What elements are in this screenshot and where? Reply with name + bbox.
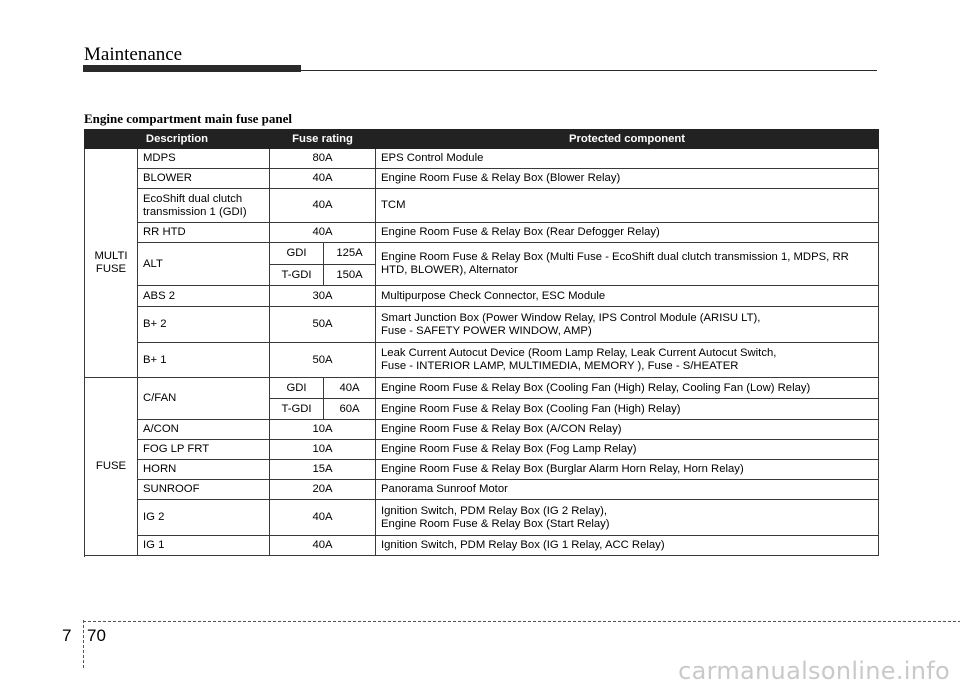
row-rating: 125A [324,243,376,265]
row-description: MDPS [138,149,270,169]
row-rating: 40A [270,500,376,536]
category-multi-fuse: MULTI FUSE [85,149,138,378]
row-rating: 40A [270,189,376,223]
table-row [85,460,879,480]
footer-rule [83,621,960,622]
row-rating: 60A [324,399,376,420]
row-description: HORN [138,460,270,480]
row-component: TCM [376,189,879,223]
row-rating: 20A [270,480,376,500]
row-rating: 40A [270,536,376,556]
column-header-fuse-rating: Fuse rating [270,130,376,149]
chapter-number: 7 [62,626,72,645]
row-component [376,500,879,536]
row-rating: 10A [270,420,376,440]
row-component: Multipurpose Check Connector, ESC Module [376,286,879,307]
table-row [85,500,879,536]
table-row [85,378,879,399]
fuse-table [84,129,879,556]
row-component [376,307,879,343]
page-number: 70 [87,626,106,645]
table-row [85,223,879,243]
watermark-text: carmanualsonline.info [678,657,950,685]
row-component: Ignition Switch, PDM Relay Box (IG 1 Relay, ACC Relay) [376,536,879,556]
component-line: Ignition Switch, PDM Relay Box (IG 2 Relay), [381,504,608,517]
table-row [85,480,879,500]
table-row [85,440,879,460]
row-rating: 30A [270,286,376,307]
row-component: Engine Room Fuse & Relay Box (Burglar Alarm Horn Relay, Horn Relay) [376,460,879,480]
row-description: RR HTD [138,223,270,243]
row-description: B+ 1 [138,343,270,378]
row-rating: 50A [270,307,376,343]
component-line: Fuse - INTERIOR LAMP, MULTIMEDIA, MEMORY ), Fuse - S/HEATER [381,360,739,372]
row-description: ABS 2 [138,286,270,307]
table-row [85,169,879,189]
row-rating: 50A [270,343,376,378]
table-row [85,189,879,223]
row-rating: 10A [270,440,376,460]
section-heading: Engine compartment main fuse panel [84,111,292,126]
row-component: Engine Room Fuse & Relay Box (Cooling Fan (High) Relay) [376,399,879,420]
row-component: Engine Room Fuse & Relay Box (Blower Relay) [376,169,879,189]
row-component: Engine Room Fuse & Relay Box (Cooling Fan (High) Relay, Cooling Fan (Low) Relay) [376,378,879,399]
table-row [85,286,879,307]
row-component: Engine Room Fuse & Relay Box (A/CON Relay) [376,420,879,440]
row-description: B+ 2 [138,307,270,343]
row-description: A/CON [138,420,270,440]
row-rating: 40A [324,378,376,399]
row-description: SUNROOF [138,480,270,500]
row-component: EPS Control Module [376,149,879,169]
header-rule [301,70,877,71]
table-row [85,536,879,556]
row-rating: 40A [270,223,376,243]
row-component: Panorama Sunroof Motor [376,480,879,500]
component-line: Fuse - SAFETY POWER WINDOW, AMP) [381,324,592,337]
component-line: Engine Room Fuse & Relay Box (Start Relay) [381,517,610,530]
engine-variant: T-GDI [270,399,324,420]
header-accent-bar [83,65,301,72]
row-description: FOG LP FRT [138,440,270,460]
row-description: IG 2 [138,500,270,536]
page-header-title: Maintenance [84,44,183,65]
row-component: Engine Room Fuse & Relay Box (Rear Defogger Relay) [376,223,879,243]
row-component: Engine Room Fuse & Relay Box (Fog Lamp Relay) [376,440,879,460]
row-component: Engine Room Fuse & Relay Box (Multi Fuse - EcoShift dual clutch transmission 1, MDPS, RR HTD, BLOWER), Alternator [376,243,879,286]
table-row [85,149,879,169]
page-number-divider [83,620,84,668]
table-header-row [85,130,879,149]
component-line: Leak Current Autocut Device (Room Lamp Relay, Leak Current Autocut Switch, [381,347,777,359]
row-description: C/FAN [138,378,270,420]
row-rating: 150A [324,265,376,286]
engine-variant: T-GDI [270,265,324,286]
row-rating: 40A [270,169,376,189]
category-fuse: FUSE [85,378,138,556]
table-row [85,307,879,343]
row-description: EcoShift dual clutch transmission 1 (GDI) [138,189,270,223]
row-rating: 80A [270,149,376,169]
row-description: IG 1 [138,536,270,556]
row-description: BLOWER [138,169,270,189]
column-header-description: Description [85,130,270,149]
engine-variant: GDI [270,378,324,399]
table-row [85,420,879,440]
row-description: ALT [138,243,270,286]
table-row [85,243,879,265]
table-row [85,343,879,378]
row-component [376,343,879,378]
component-line: Smart Junction Box (Power Window Relay, IPS Control Module (ARISU LT), [381,311,761,324]
column-header-protected-component: Protected component [376,130,879,149]
row-rating: 15A [270,460,376,480]
engine-variant: GDI [270,243,324,265]
